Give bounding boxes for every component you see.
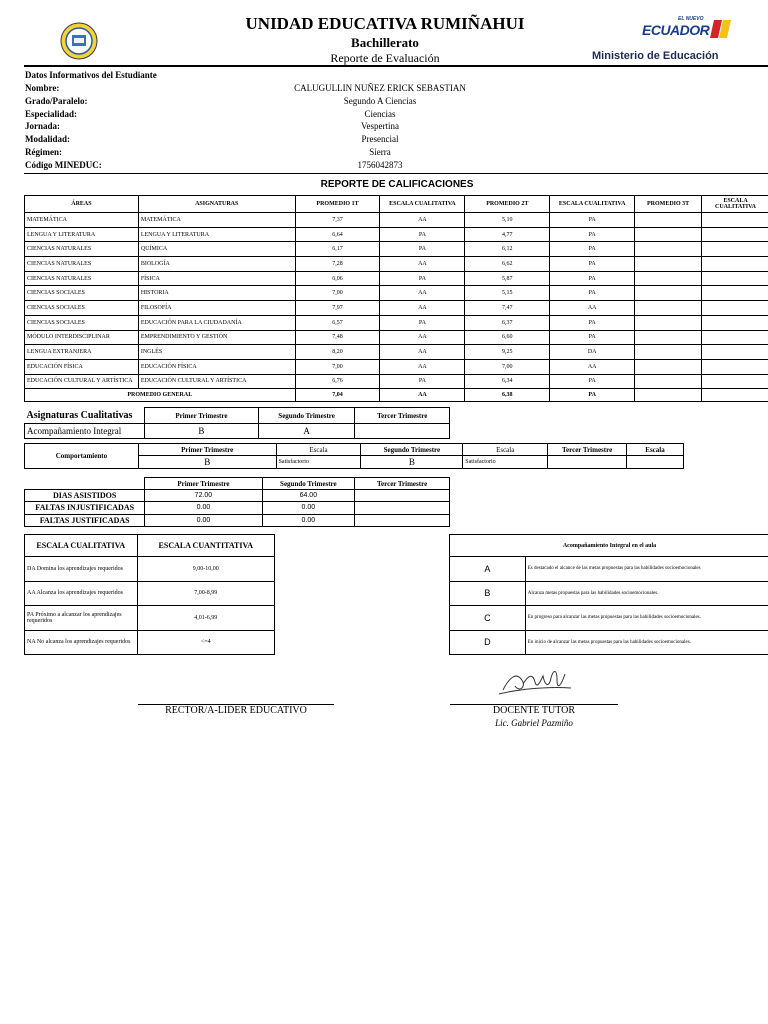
grades-cell-value [635, 271, 702, 286]
attendance-value [355, 490, 450, 502]
grades-header-cell: PROMEDIO 3T [635, 196, 702, 213]
grades-cell-value: 7,00 [295, 286, 380, 301]
integral-description: Alcanza metas propuestas para las habilidades socioemocionales. [525, 581, 768, 606]
integral-letter: D [450, 630, 526, 655]
integral-description: En inicio de alcanzar las metas propuestas para las habilidades socioemocionales. [525, 630, 768, 655]
grades-cell-value [702, 315, 768, 330]
grades-cell-value: AA [380, 213, 465, 228]
grades-cell-value: 6,34 [465, 374, 550, 389]
grades-row [25, 271, 768, 286]
signature-scribble [495, 660, 575, 700]
attendance-row [25, 490, 450, 502]
b-value-2: Satisfactorio [276, 456, 361, 469]
grades-cell-value: PA [550, 330, 635, 345]
grades-cell-value [635, 374, 702, 389]
grades-cell-value: 7,48 [295, 330, 380, 345]
grades-header-cell: PROMEDIO 2T [465, 196, 550, 213]
grades-cell-value: AA [380, 301, 465, 316]
general-label: PROMEDIO GENERAL [25, 389, 296, 402]
integral-row [450, 630, 768, 655]
school-seal [60, 22, 98, 60]
general-p1: 7,04 [295, 389, 380, 402]
grades-header-cell: ÁREAS [25, 196, 139, 213]
grades-cell-value: 7,97 [295, 301, 380, 316]
scale-row [25, 606, 275, 631]
integral-description: En progreso para alcanzar las metas propuestas para las habilidades socioemocionales. [525, 606, 768, 631]
grades-row [25, 286, 768, 301]
grades-cell-value: 6,57 [295, 315, 380, 330]
attendance-value: 72.00 [145, 490, 262, 502]
grades-cell-text: EMPRENDIMIENTO Y GESTIÓN [138, 330, 295, 345]
attendance-row [25, 514, 450, 526]
grades-cell-value [702, 213, 768, 228]
grades-cell-value: 6,60 [465, 330, 550, 345]
grades-cell-text: MÓDULO INTERDISCIPLINAR [25, 330, 139, 345]
b-value-4: Satisfactorio [463, 456, 548, 469]
grades-cell-value: AA [380, 286, 465, 301]
grades-cell-value [702, 286, 768, 301]
grades-cell-text: BIOLOGÍA [138, 257, 295, 272]
grades-row [25, 315, 768, 330]
integral-table [449, 534, 768, 655]
behavior-table [24, 443, 684, 469]
grades-cell-text: LENGUA Y LITERATURA [138, 227, 295, 242]
grades-header-cell: ESCALA CUALITATIVA [380, 196, 465, 213]
integral-row [450, 581, 768, 606]
grades-header-cell: PROMEDIO 1T [295, 196, 380, 213]
grades-cell-value: PA [550, 213, 635, 228]
student-field-value: Presencial [361, 134, 399, 145]
grades-cell-value: 6,62 [465, 257, 550, 272]
grades-cell-value [635, 345, 702, 360]
scale-qualitative: AA Alcanza los aprendizajes requeridos [25, 581, 138, 606]
b-value-1: B [138, 456, 276, 469]
attendance-value [355, 514, 450, 526]
grades-cell-value [702, 301, 768, 316]
grades-cell-text: CIENCIAS SOCIALES [25, 315, 139, 330]
attendance-label: DIAS ASISTIDOS [25, 490, 145, 502]
grades-cell-value: 6,64 [295, 227, 380, 242]
scale-head-1: ESCALA CUALITATIVA [25, 535, 138, 557]
q-value-1: B [145, 424, 259, 439]
grades-cell-text: EDUCACIÓN FÍSICA [25, 359, 139, 374]
b-head-2: Escala [276, 444, 361, 456]
grades-row [25, 301, 768, 316]
integral-letter: A [450, 557, 526, 582]
grades-header-cell: ASIGNATURAS [138, 196, 295, 213]
a-head-1: Primer Trimestre [145, 478, 262, 490]
grades-cell-value: PA [380, 227, 465, 242]
grades-cell-value: PA [550, 374, 635, 389]
grades-cell-value: AA [380, 345, 465, 360]
attendance-value: 64.00 [262, 490, 355, 502]
grades-cell-text: EDUCACIÓN CULTURAL Y ARTÍSTICA [138, 374, 295, 389]
a-head-2: Segundo Trimestre [262, 478, 355, 490]
q-head-1: Primer Trimestre [145, 408, 259, 424]
grades-cell-text: EDUCACIÓN CULTURAL Y ARTÍSTICA [25, 374, 139, 389]
integral-row [450, 557, 768, 582]
scale-row [25, 630, 275, 655]
grades-cell-value: DA [550, 345, 635, 360]
grades-cell-value: PA [550, 286, 635, 301]
student-field-label: Jornada: [25, 121, 61, 132]
grades-cell-value: 5,15 [465, 286, 550, 301]
scale-quantitative: 4,01-6,99 [137, 606, 274, 631]
scale-head-2: ESCALA CUANTITATIVA [137, 535, 274, 557]
b-value-5 [548, 456, 627, 469]
grades-cell-value: PA [380, 242, 465, 257]
tutor-name: Lic. Gabriel Pazmiño [495, 718, 573, 728]
grades-cell-text: FILOSOFÍA [138, 301, 295, 316]
b-head-4: Escala [463, 444, 548, 456]
grades-cell-value: PA [550, 315, 635, 330]
attendance-value: 0.00 [145, 514, 262, 526]
grades-cell-text: INGLÉS [138, 345, 295, 360]
qualitative-row-label: Acompañamiento Integral [25, 424, 145, 439]
grades-table [24, 195, 768, 402]
student-field-label: Modalidad: [25, 134, 71, 145]
grades-row [25, 374, 768, 389]
rector-label: RECTOR/A-LIDER EDUCATIVO [165, 705, 307, 716]
grades-cell-value [702, 374, 768, 389]
grades-cell-value [702, 227, 768, 242]
grades-header-cell: ESCALA CUALITATIVA [550, 196, 635, 213]
a-head-3: Tercer Trimestre [355, 478, 450, 490]
grades-cell-value: 6,06 [295, 271, 380, 286]
header-divider [24, 65, 768, 67]
grades-general-row [25, 389, 768, 402]
student-field-label: Régimen: [25, 147, 62, 157]
scale-quantitative: <=4 [137, 630, 274, 655]
attendance-label: FALTAS JUSTIFICADAS [25, 514, 145, 526]
student-field-label: Nombre: [25, 83, 60, 93]
grades-cell-value [635, 227, 702, 242]
scale-qualitative: DA Domina los aprendizajes requeridos [25, 557, 138, 582]
integral-letter: C [450, 606, 526, 631]
general-e2: PA [550, 389, 635, 402]
grades-cell-value: PA [550, 271, 635, 286]
grades-cell-text: QUÍMICA [138, 242, 295, 257]
grades-cell-text: FÍSICA [138, 271, 295, 286]
grades-cell-text: LENGUA EXTRANJERA [25, 345, 139, 360]
grades-cell-text: CIENCIAS NATURALES [25, 271, 139, 286]
grades-cell-value: 6,17 [295, 242, 380, 257]
grades-row [25, 345, 768, 360]
integral-letter: B [450, 581, 526, 606]
level-title: Bachillerato [351, 35, 419, 50]
integral-title: Acompañamiento Integral en el aula [450, 535, 768, 557]
grades-header-cell: ESCALA CUALITATIVA [702, 196, 768, 213]
grades-cell-value: PA [550, 227, 635, 242]
grades-cell-value [702, 271, 768, 286]
scale-qualitative: PA Próximo a alcanzar los aprendizajes requeridos [25, 606, 138, 631]
b-head-5: Tercer Trimestre [548, 444, 627, 456]
grades-row [25, 242, 768, 257]
report-title: Reporte de Evaluación [330, 51, 440, 65]
grades-cell-value: AA [550, 359, 635, 374]
grades-cell-value: 7,28 [295, 257, 380, 272]
student-field-value: CALUGULLIN NUÑEZ ERICK SEBASTIAN [294, 83, 466, 93]
scale-row [25, 557, 275, 582]
grades-title: REPORTE DE CALIFICACIONES [320, 179, 474, 190]
q-value-2: A [258, 424, 355, 439]
attendance-value: 0.00 [145, 502, 262, 514]
grades-cell-value [702, 257, 768, 272]
grades-cell-value [635, 257, 702, 272]
grades-cell-text: CIENCIAS NATURALES [25, 242, 139, 257]
grades-cell-value: 7,47 [465, 301, 550, 316]
attendance-label: FALTAS INJUSTIFICADAS [25, 502, 145, 514]
grades-cell-value [702, 345, 768, 360]
integral-description: Es destacado el alcance de las metas propuestas para las habilidades socioemocionales [525, 557, 768, 582]
grades-cell-value: 5,10 [465, 213, 550, 228]
student-field-label: Grado/Paralelo: [25, 95, 88, 106]
student-field-value: 1756042873 [357, 159, 403, 170]
grades-cell-text: LENGUA Y LITERATURA [25, 227, 139, 242]
scale-table [24, 534, 275, 655]
scale-quantitative: 9,00-10,00 [137, 557, 274, 582]
attendance-row [25, 502, 450, 514]
grades-cell-text: MATEMÁTICA [25, 213, 139, 228]
attendance-value [355, 502, 450, 514]
grades-cell-value: AA [380, 257, 465, 272]
student-field-value: Ciencias [364, 108, 396, 119]
grades-cell-value [635, 359, 702, 374]
b-head-6: Escala [627, 444, 684, 456]
grades-cell-value: 8,20 [295, 345, 380, 360]
student-field-label: Especialidad: [25, 108, 78, 119]
grades-cell-value: 5,87 [465, 271, 550, 286]
grades-cell-value: 6,12 [465, 242, 550, 257]
grades-cell-value: AA [380, 330, 465, 345]
student-field-value: Segundo A Ciencias [343, 95, 417, 106]
grades-cell-value [635, 242, 702, 257]
general-e1: AA [380, 389, 465, 402]
student-divider [24, 173, 768, 174]
grades-cell-text: CIENCIAS NATURALES [25, 257, 139, 272]
grades-cell-value: 6,76 [295, 374, 380, 389]
general-p2: 6,38 [465, 389, 550, 402]
b-value-6 [627, 456, 684, 469]
student-field-value: Vespertina [361, 121, 399, 132]
grades-cell-text: CIENCIAS SOCIALES [25, 286, 139, 301]
grades-cell-value [702, 242, 768, 257]
grades-cell-text: EDUCACIÓN FÍSICA [138, 359, 295, 374]
grades-cell-text: CIENCIAS SOCIALES [25, 301, 139, 316]
attendance-value: 0.00 [262, 514, 355, 526]
qualitative-title: Asignaturas Cualitativas [26, 409, 133, 421]
q-head-3: Tercer Trimestre [355, 408, 450, 424]
student-field-label: Código MINEDUC: [25, 159, 102, 170]
scale-row [25, 581, 275, 606]
grades-cell-value [635, 286, 702, 301]
b-value-3: B [361, 456, 463, 469]
attendance-table [24, 477, 450, 527]
grades-cell-value [635, 330, 702, 345]
grades-cell-value: PA [380, 271, 465, 286]
grades-row [25, 257, 768, 272]
grades-cell-value: 4,77 [465, 227, 550, 242]
grades-cell-value: AA [380, 359, 465, 374]
grades-cell-value: 7,37 [295, 213, 380, 228]
grades-cell-value [635, 213, 702, 228]
grades-row [25, 330, 768, 345]
grades-cell-value: AA [550, 301, 635, 316]
grades-cell-value [635, 301, 702, 316]
grades-row [25, 359, 768, 374]
grades-cell-value: 6,37 [465, 315, 550, 330]
student-section-title: Datos Informativos del Estudiante [25, 70, 157, 80]
scale-quantitative: 7,00-8,99 [137, 581, 274, 606]
tutor-label: DOCENTE TUTOR [492, 705, 576, 716]
behavior-label: Comportamiento [25, 444, 139, 469]
school-name: UNIDAD EDUCATIVA RUMIÑAHUI [245, 14, 525, 33]
student-field-value: Sierra [369, 147, 391, 157]
grades-cell-value [635, 315, 702, 330]
b-head-1: Primer Trimestre [138, 444, 276, 456]
grades-cell-text: MATEMÁTICA [138, 213, 295, 228]
grades-cell-value: 7,00 [465, 359, 550, 374]
grades-cell-text: HISTORIA [138, 286, 295, 301]
grades-cell-value: 7,00 [295, 359, 380, 374]
ministry-name: Ministerio de Educación [592, 50, 719, 62]
attendance-value: 0.00 [262, 502, 355, 514]
grades-cell-value: PA [550, 242, 635, 257]
grades-cell-value: PA [380, 374, 465, 389]
grades-cell-value: PA [550, 257, 635, 272]
qualitative-table [24, 407, 450, 439]
b-head-3: Segundo Trimestre [361, 444, 463, 456]
ecuador-logo: EL NUEVO ECUADOR [640, 16, 735, 46]
grades-cell-text: EDUCACIÓN PARA LA CIUDADANÍA [138, 315, 295, 330]
scale-qualitative: NA No alcanza los aprendizajes requeridos [25, 630, 138, 655]
grades-row [25, 213, 768, 228]
grades-cell-value: PA [380, 315, 465, 330]
q-head-2: Segundo Trimestre [258, 408, 355, 424]
grades-cell-value: 9,25 [465, 345, 550, 360]
q-value-3 [355, 424, 450, 439]
grades-row [25, 227, 768, 242]
grades-cell-value [702, 359, 768, 374]
grades-cell-value [702, 330, 768, 345]
integral-row [450, 606, 768, 631]
